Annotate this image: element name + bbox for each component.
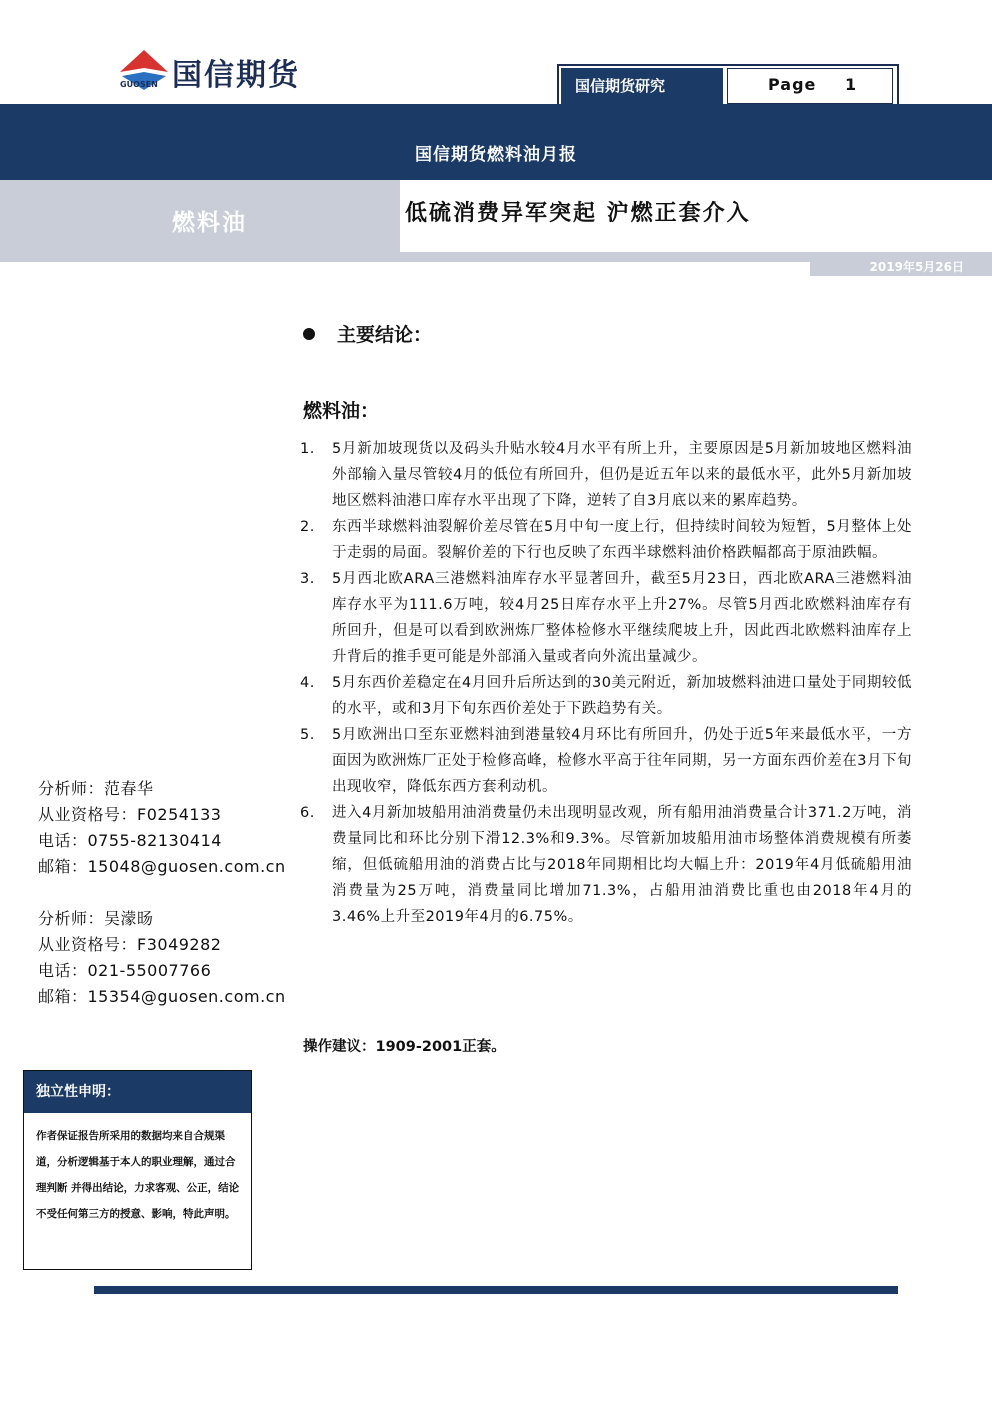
- category-label: 燃料油: [172, 210, 247, 236]
- logo-subtext: GUOSEN: [120, 80, 158, 89]
- item-text: 5月欧洲出口至东亚燃料油到港量较4月环比有所回升，仍处于近5年来最低水平，一方面因为欧洲炼厂正处于检修高峰，检修水平高于往年同期，另一方面东西价差在3月下旬出现收窄，降低东西方套利动机。: [332, 727, 912, 795]
- page-number: 1: [844, 75, 858, 94]
- header-page-box: [557, 64, 899, 108]
- analyst-email: 邮箱：15354@guosen.com.cn: [38, 987, 286, 1006]
- analyst-card: [38, 906, 286, 1010]
- analyst-name: 分析师：吴濛旸: [38, 909, 154, 928]
- footer-divider: [94, 1286, 898, 1294]
- conclusion-list: [300, 436, 912, 930]
- analyst-license: 从业资格号：F0254133: [38, 805, 222, 824]
- list-item: [300, 566, 912, 670]
- disclaimer-heading: 独立性申明：: [24, 1071, 251, 1113]
- list-item: [300, 800, 912, 930]
- bullet-dot-icon: [303, 328, 315, 340]
- list-item: [300, 670, 912, 722]
- analyst-phone: 电话：0755-82130414: [38, 831, 222, 850]
- item-number: 5.: [300, 727, 315, 743]
- item-text: 进入4月新加坡船用油消费量仍未出现明显改观，所有船用油消费量合计371.2万吨，消费量同比和环比分别下滑12.3%和9.3%。尽管新加坡船用油市场整体消费规模有所萎缩，但低硫船用油的消费占比与2018年同期相比均大幅上升：2019年4月低硫船用油消费量为25万吨，消费量同比增加71.3%，占船用油消费比重也由2018年4月的3.46%上升至2019年4月的6.75%。: [332, 805, 912, 925]
- operation-advice: 操作建议：1909-2001正套。: [303, 1039, 506, 1055]
- analyst-license: 从业资格号：F3049282: [38, 935, 222, 954]
- research-label: 国信期货研究: [561, 68, 723, 104]
- report-date: 2019年5月26日: [869, 260, 964, 274]
- analyst-email: 邮箱：15048@guosen.com.cn: [38, 857, 286, 876]
- page-indicator: [727, 68, 893, 104]
- disclaimer-body: 作者保证报告所采用的数据均来自合规渠道，分析逻辑基于本人的职业理解，通过合理判断 并得出结论，力求客观、公正，结论不受任何第三方的授意、影响，特此声明。: [36, 1130, 240, 1220]
- list-item: [300, 722, 912, 800]
- item-number: 3.: [300, 571, 315, 587]
- item-number: 2.: [300, 519, 315, 535]
- item-text: 东西半球燃料油裂解价差尽管在5月中旬一度上行，但持续时间较为短暂，5月整体上处于走弱的局面。裂解价差的下行也反映了东西半球燃料油价格跌幅都高于原油跌幅。: [332, 519, 912, 561]
- company-logo: [118, 46, 348, 96]
- item-text: 5月东西价差稳定在4月回升后所达到的30美元附近，新加坡燃料油进口量处于同期较低的水平，或和3月下旬东西价差处于下跌趋势有关。: [332, 675, 912, 717]
- list-item: [300, 514, 912, 566]
- list-item: [300, 436, 912, 514]
- page-label: Page: [768, 75, 817, 94]
- logo-text: 国信期货: [172, 58, 300, 93]
- date-strip: [810, 256, 992, 276]
- item-number: 1.: [300, 441, 315, 457]
- item-number: 6.: [300, 805, 315, 821]
- independence-disclaimer: [23, 1070, 252, 1270]
- section-heading: 主要结论：: [337, 324, 433, 346]
- analyst-card: [38, 776, 286, 880]
- analyst-phone: 电话：021-55007766: [38, 961, 212, 980]
- category-panel: [0, 180, 400, 262]
- analyst-name: 分析师：范春华: [38, 779, 154, 798]
- page-title: 低硫消费异军突起 沪燃正套介入: [405, 201, 751, 226]
- item-text: 5月西北欧ARA三港燃料油库存水平显著回升，截至5月23日，西北欧ARA三港燃料油库存水平为111.6万吨，较4月25日库存水平上升27%。尽管5月西北欧燃料油库存有所回升，但是可以看到欧洲炼厂整体检修水平继续爬坡上升，因此西北欧燃料油库存上升背后的推手更可能是外部涌入量或者向外流出量减少。: [332, 571, 912, 665]
- report-banner: [0, 104, 992, 180]
- section-subheading: 燃料油：: [303, 400, 380, 422]
- item-text: 5月新加坡现货以及码头升贴水较4月水平有所上升，主要原因是5月新加坡地区燃料油外部输入量尽管较4月的低位有所回升，但仍是近五年以来的最低水平，此外5月新加坡地区燃料油港口库存水平出现了下降，逆转了自3月底以来的累库趋势。: [332, 441, 912, 509]
- report-name: 国信期货燃料油月报: [415, 145, 577, 165]
- item-number: 4.: [300, 675, 315, 691]
